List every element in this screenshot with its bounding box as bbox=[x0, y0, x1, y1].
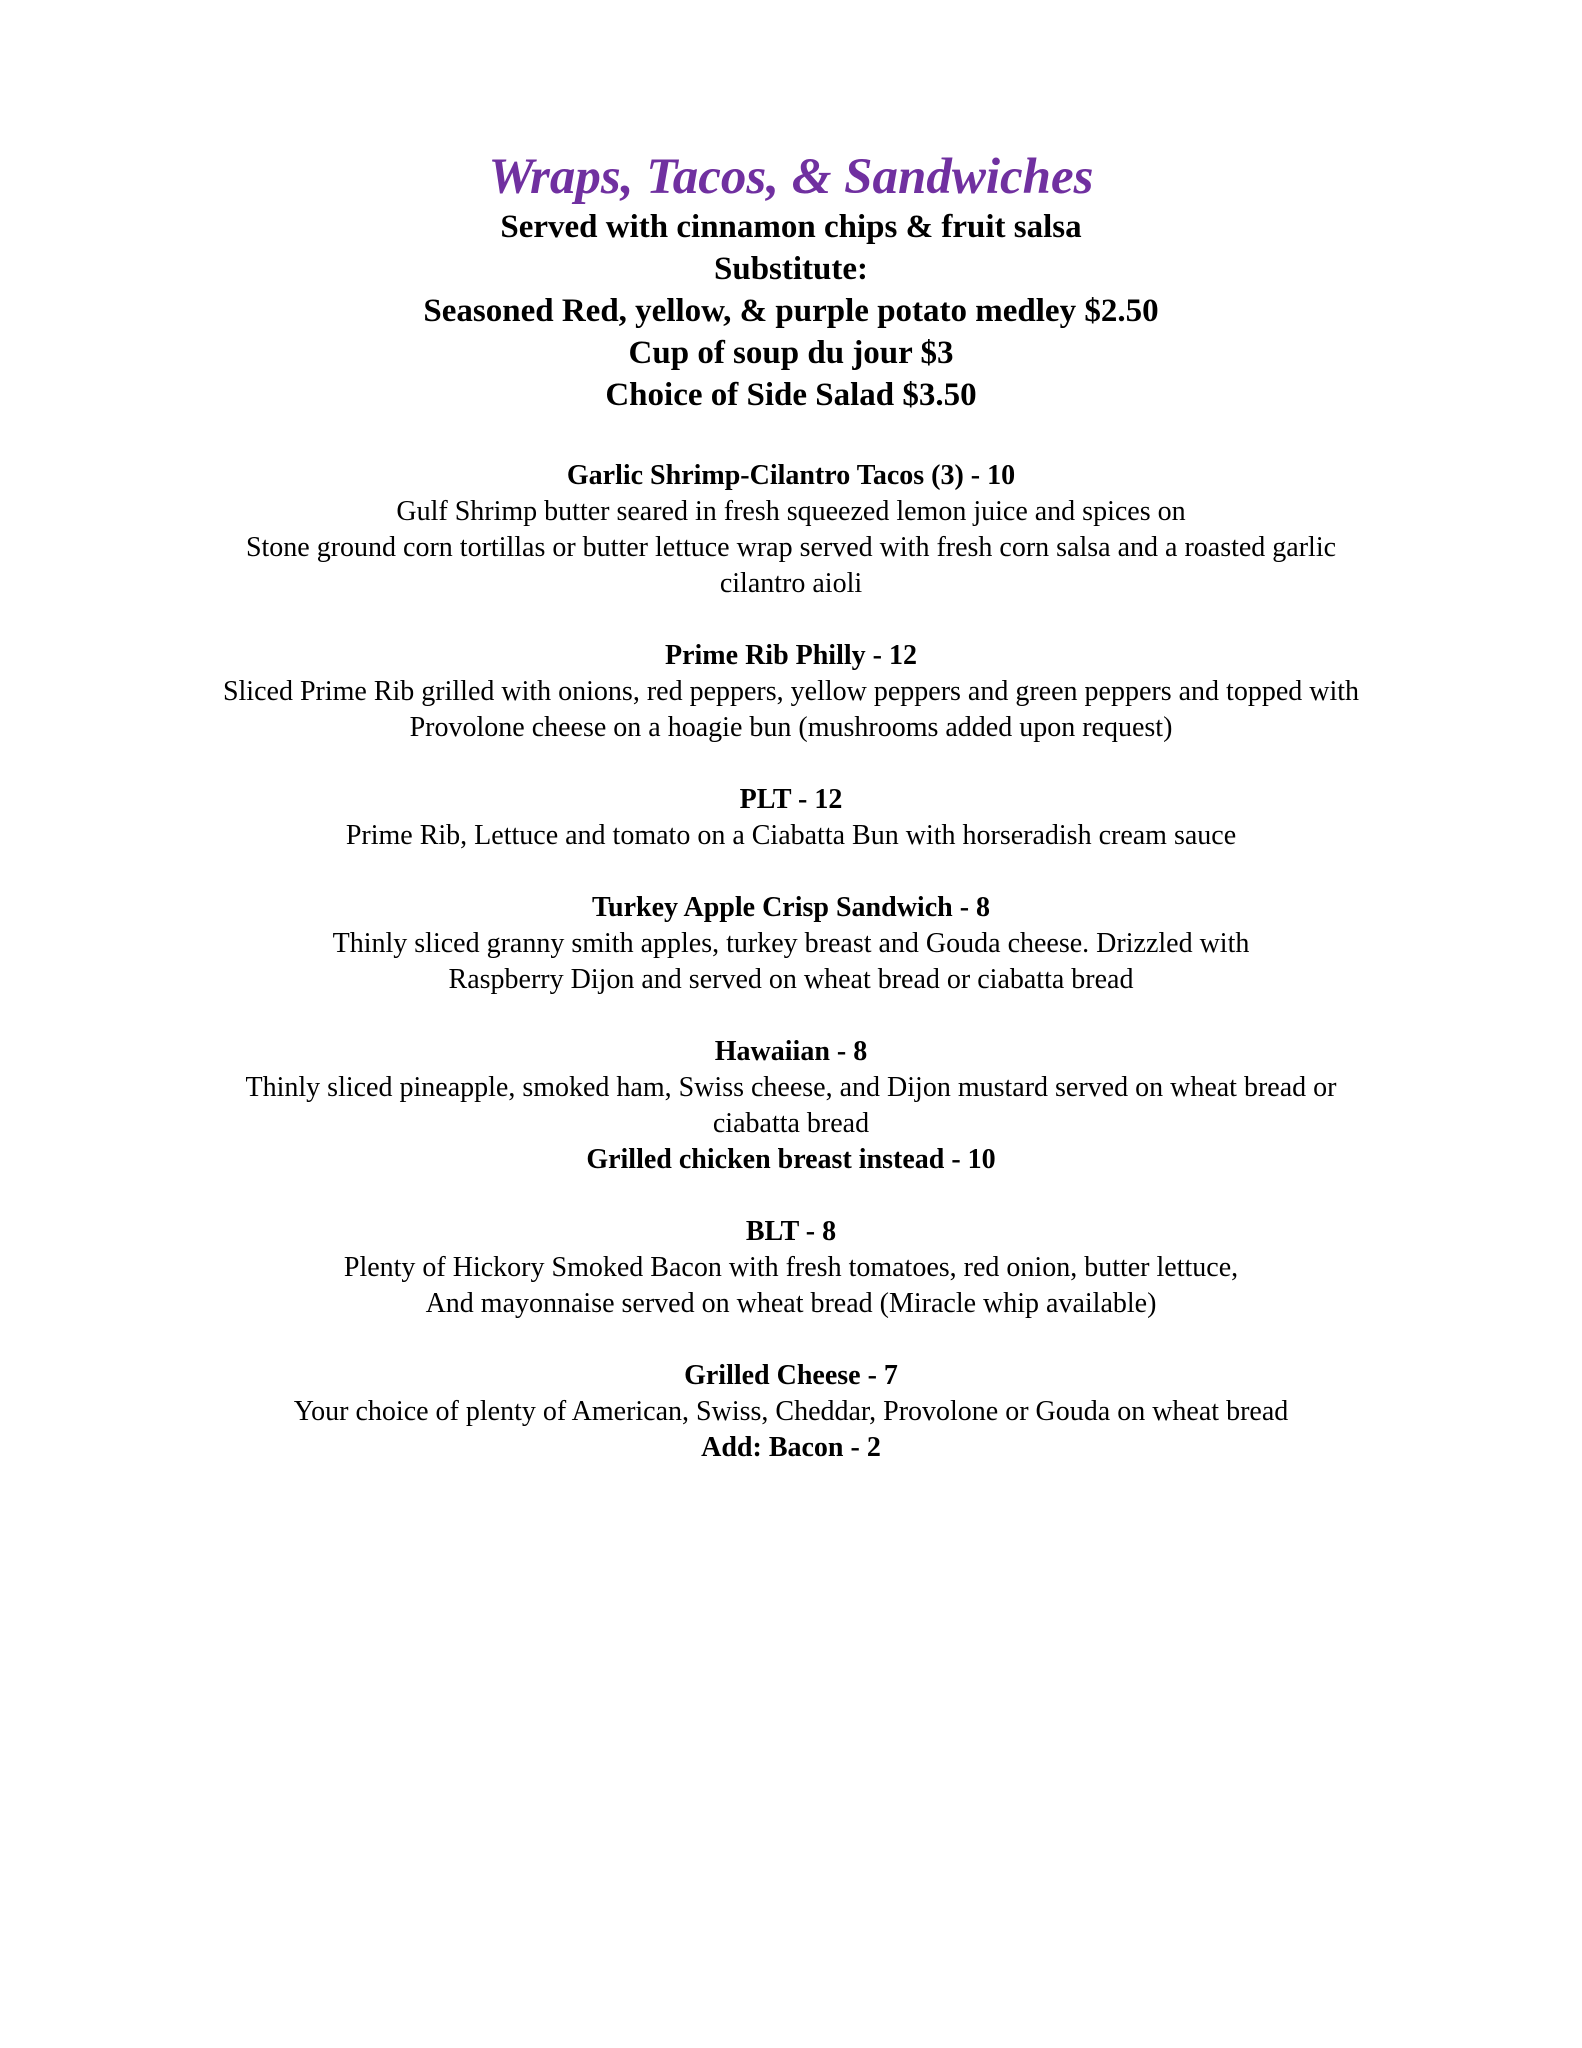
item-desc-line: Your choice of plenty of American, Swiss, Cheddar, Provolone or Gouda on wheat bread bbox=[293, 1396, 1289, 1427]
item-name: Prime Rib Philly - 12 bbox=[665, 640, 917, 671]
item-name: Grilled Cheese - 7 bbox=[684, 1360, 898, 1391]
menu-title: Wraps, Tacos, & Sandwiches bbox=[488, 149, 1094, 205]
menu-item-blt bbox=[0, 1214, 1582, 1322]
item-name: BLT - 8 bbox=[745, 1216, 837, 1247]
item-desc-line: Stone ground corn tortillas or butter lettuce wrap served with fresh corn salsa and a roasted garlic bbox=[245, 532, 1337, 563]
item-extra-option: Grilled chicken breast instead - 10 bbox=[586, 1144, 996, 1175]
item-desc-line: ciabatta bread bbox=[712, 1108, 870, 1139]
header-line-soup: Cup of soup du jour $3 bbox=[628, 335, 954, 371]
item-desc-line: Raspberry Dijon and served on wheat bread or ciabatta bread bbox=[448, 964, 1134, 995]
header-line-substitute: Substitute: bbox=[713, 251, 869, 287]
item-desc-line: Sliced Prime Rib grilled with onions, red peppers, yellow peppers and green peppers and topped with bbox=[222, 676, 1360, 707]
item-extra-option: Add: Bacon - 2 bbox=[701, 1432, 881, 1463]
item-desc-line: Gulf Shrimp butter seared in fresh squeezed lemon juice and spices on bbox=[396, 496, 1186, 527]
item-desc-line: cilantro aioli bbox=[719, 568, 863, 599]
item-name: Garlic Shrimp-Cilantro Tacos (3) - 10 bbox=[566, 460, 1016, 491]
item-desc-line: Provolone cheese on a hoagie bun (mushrooms added upon request) bbox=[409, 712, 1173, 743]
item-name: Turkey Apple Crisp Sandwich - 8 bbox=[591, 892, 991, 923]
menu-header-block bbox=[0, 206, 1582, 416]
item-desc-line: And mayonnaise served on wheat bread (Miracle whip available) bbox=[425, 1288, 1157, 1319]
item-desc-line: Prime Rib, Lettuce and tomato on a Ciabatta Bun with horseradish cream sauce bbox=[345, 820, 1237, 851]
item-desc-line: Plenty of Hickory Smoked Bacon with fresh tomatoes, red onion, butter lettuce, bbox=[343, 1252, 1239, 1283]
menu-item-shrimp-tacos bbox=[0, 458, 1582, 602]
item-name: PLT - 12 bbox=[739, 784, 843, 815]
menu-item-prime-rib-philly bbox=[0, 638, 1582, 746]
menu-item-plt bbox=[0, 782, 1582, 854]
item-desc-line: Thinly sliced pineapple, smoked ham, Swiss cheese, and Dijon mustard served on wheat bread or bbox=[245, 1072, 1337, 1103]
header-line-side-salad: Choice of Side Salad $3.50 bbox=[605, 377, 977, 413]
item-desc-line: Thinly sliced granny smith apples, turkey breast and Gouda cheese. Drizzled with bbox=[332, 928, 1250, 959]
header-line-served-with: Served with cinnamon chips & fruit salsa bbox=[500, 209, 1082, 245]
menu-item-grilled-cheese bbox=[0, 1358, 1582, 1466]
item-name: Hawaiian - 8 bbox=[714, 1036, 868, 1067]
menu-item-hawaiian bbox=[0, 1034, 1582, 1178]
menu-item-turkey-apple-crisp bbox=[0, 890, 1582, 998]
header-line-potato-medley: Seasoned Red, yellow, & purple potato medley $2.50 bbox=[423, 293, 1159, 329]
